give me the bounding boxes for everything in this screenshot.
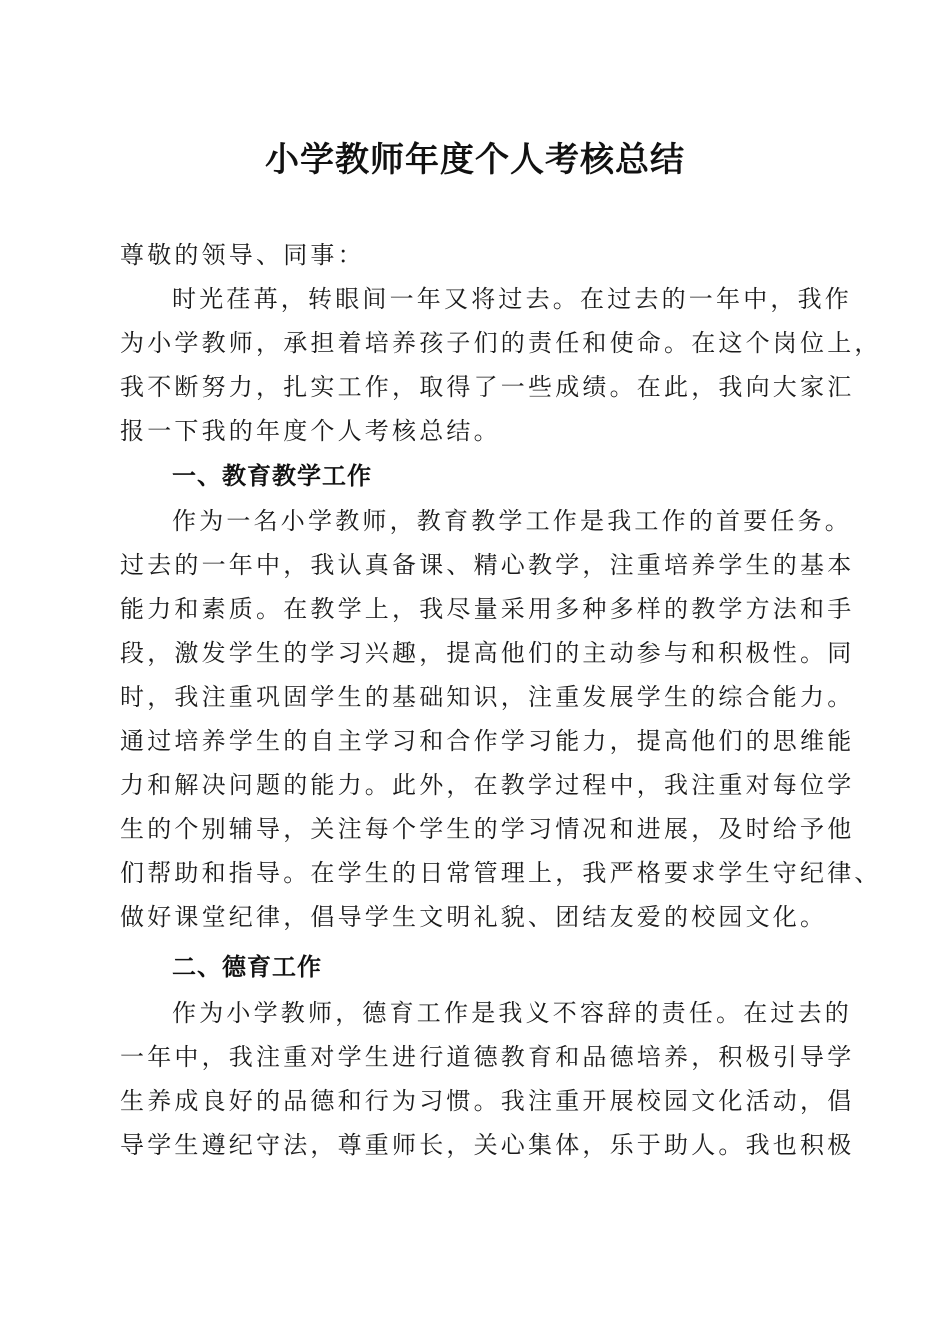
section1-line: 通过培养学生的自主学习和合作学习能力，提高他们的思维能 [120, 727, 855, 755]
section1-line: 力和解决问题的能力。此外，在教学过程中，我注重对每位学 [120, 771, 855, 799]
intro-line: 时光荏苒，转眼间一年又将过去。在过去的一年中，我作 [172, 285, 852, 313]
intro-line: 我不断努力，扎实工作，取得了一些成绩。在此，我向大家汇 [120, 373, 855, 401]
section2-line: 作为小学教师，德育工作是我义不容辞的责任。在过去的 [172, 999, 852, 1027]
section1-line: 做好课堂纪律，倡导学生文明礼貌、团结友爱的校园文化。 [120, 903, 828, 931]
section2-line: 导学生遵纪守法，尊重师长，关心集体，乐于助人。我也积极 [120, 1131, 855, 1159]
section1-line: 时，我注重巩固学生的基础知识，注重发展学生的综合能力。 [120, 683, 855, 711]
salutation: 尊敬的领导、同事： [120, 241, 365, 269]
document-title: 小学教师年度个人考核总结 [265, 140, 685, 180]
intro-line: 为小学教师，承担着培养孩子们的责任和使命。在这个岗位上， [120, 329, 882, 357]
section1-line: 作为一名小学教师，教育教学工作是我工作的首要任务。 [172, 507, 852, 535]
section1-line: 能力和素质。在教学上，我尽量采用多种多样的教学方法和手 [120, 595, 855, 623]
section-heading-moral: 二、德育工作 [172, 953, 322, 981]
section2-line: 生养成良好的品德和行为习惯。我注重开展校园文化活动，倡 [120, 1087, 855, 1115]
section1-line: 段，激发学生的学习兴趣，提高他们的主动参与和积极性。同 [120, 639, 855, 667]
section1-line: 们帮助和指导。在学生的日常管理上，我严格要求学生守纪律、 [120, 859, 882, 887]
section-heading-teaching: 一、教育教学工作 [172, 462, 372, 490]
section2-line: 一年中，我注重对学生进行道德教育和品德培养，积极引导学 [120, 1043, 855, 1071]
section1-line: 过去的一年中，我认真备课、精心教学，注重培养学生的基本 [120, 551, 855, 579]
section1-line: 生的个别辅导，关注每个学生的学习情况和进展，及时给予他 [120, 815, 855, 843]
intro-line: 报一下我的年度个人考核总结。 [120, 417, 501, 445]
